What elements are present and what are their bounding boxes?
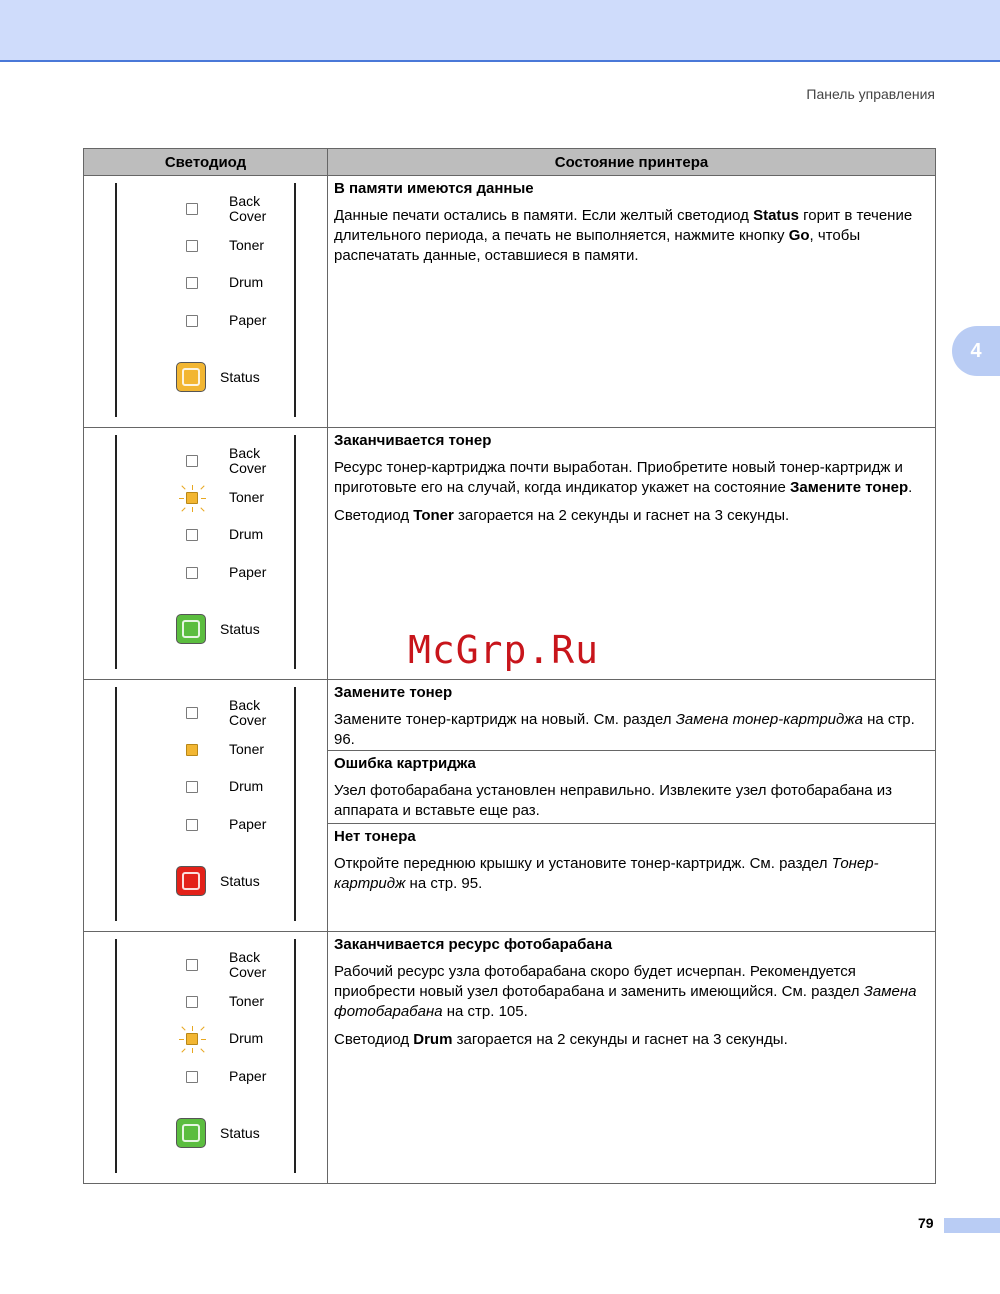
led-back-cover: [186, 950, 266, 980]
led-label-drum: Drum: [229, 1030, 264, 1046]
led-label-paper: Paper: [229, 564, 267, 580]
footer-bar: [944, 1218, 1000, 1233]
led-label-cover: Cover: [229, 712, 267, 728]
led-panel: [84, 932, 328, 1184]
led-label-toner: Toner: [229, 741, 265, 757]
state-title: Нет тонера: [334, 828, 416, 845]
state-title: Ошибка картриджа: [334, 755, 476, 772]
drum-led-blinking-icon: [186, 1033, 198, 1045]
col-header-led: Светодиод: [84, 149, 328, 176]
paper-led-off-icon: [186, 315, 198, 327]
state-cell: [328, 176, 936, 428]
led-label-status: Status: [220, 620, 260, 637]
led-status: [176, 866, 260, 896]
led-label-drum: Drum: [229, 778, 264, 794]
watermark: McGrp.Ru: [408, 628, 600, 672]
led-drum: [186, 1031, 263, 1046]
led-status: [176, 362, 260, 392]
led-paper: [186, 817, 266, 832]
top-band: [0, 0, 1000, 62]
table-row: [84, 932, 936, 1184]
led-label-back: Back: [229, 445, 261, 461]
led-label-back: Back: [229, 949, 261, 965]
state-title: Замените тонер: [334, 684, 453, 701]
led-paper: [186, 565, 266, 580]
led-label-toner: Toner: [229, 489, 265, 505]
led-label-status: Status: [220, 368, 260, 385]
back-cover-led-off-icon: [186, 203, 198, 215]
led-label-status: Status: [220, 872, 260, 889]
status-led-yellow-icon: [176, 362, 206, 392]
led-panel: [84, 176, 328, 428]
led-label-status: Status: [220, 1124, 260, 1141]
led-label-back: Back: [229, 697, 261, 713]
led-label-paper: Paper: [229, 312, 267, 328]
state-description: Ресурс тонер-картриджа почти выработан. Приобретите новый тонер-картридж и приготовьте его на случай, когда индикатор укажет на состояние Замените тонер.: [334, 459, 913, 496]
paper-led-off-icon: [186, 819, 198, 831]
led-panel: [84, 428, 328, 680]
led-drum: [186, 527, 263, 542]
paper-led-off-icon: [186, 567, 198, 579]
table-row: [84, 176, 936, 428]
table-row: [84, 680, 936, 932]
led-label-cover: Cover: [229, 208, 267, 224]
led-back-cover: [186, 194, 266, 224]
state-description: Узел фотобарабана установлен неправильно. Извлеките узел фотобарабана из аппарата и вставьте еще раз.: [334, 782, 893, 819]
drum-led-off-icon: [186, 781, 198, 793]
state-cell: [328, 680, 936, 932]
state-title: Заканчивается тонер: [334, 432, 492, 449]
state-note: Светодиод Toner загорается на 2 секунды и гаснет на 3 секунды.: [334, 507, 790, 524]
led-toner: [186, 742, 264, 757]
table-header-row: [84, 149, 936, 176]
led-label-back: Back: [229, 193, 261, 209]
status-led-green-icon: [176, 1118, 206, 1148]
page-number: 79: [918, 1215, 934, 1231]
toner-led-off-icon: [186, 996, 198, 1008]
drum-led-off-icon: [186, 277, 198, 289]
toner-led-blinking-icon: [186, 492, 198, 504]
led-label-toner: Toner: [229, 237, 265, 253]
led-status: [176, 1118, 260, 1148]
led-label-toner: Toner: [229, 993, 265, 1009]
state-title: В памяти имеются данные: [334, 180, 534, 197]
led-toner: [186, 238, 264, 253]
led-drum: [186, 779, 263, 794]
led-drum: [186, 275, 263, 290]
state-description: Замените тонер-картридж на новый. См. раздел Замена тонер-картриджа на стр. 96.: [334, 711, 915, 748]
led-paper: [186, 1069, 266, 1084]
led-label-drum: Drum: [229, 274, 264, 290]
drum-led-off-icon: [186, 529, 198, 541]
back-cover-led-off-icon: [186, 455, 198, 467]
paper-led-off-icon: [186, 1071, 198, 1083]
led-label-paper: Paper: [229, 1068, 267, 1084]
state-description: Откройте переднюю крышку и установите тонер-картридж. См. раздел Тонер-картридж на стр. 95.: [334, 855, 879, 892]
section-title: Панель управления: [806, 86, 935, 102]
toner-led-on-icon: [186, 744, 198, 756]
status-led-green-icon: [176, 614, 206, 644]
led-toner: [186, 490, 264, 505]
led-panel: [84, 680, 328, 932]
state-cell: [328, 932, 936, 1184]
led-label-drum: Drum: [229, 526, 264, 542]
led-paper: [186, 313, 266, 328]
led-label-cover: Cover: [229, 460, 267, 476]
led-toner: [186, 994, 264, 1009]
state-description: Рабочий ресурс узла фотобарабана скоро будет исчерпан. Рекомендуется приобрести новый узел фотобарабана и заменить имеющийся. См. раздел Замена фотобарабана на стр. 105.: [334, 963, 917, 1020]
state-note: Светодиод Drum загорается на 2 секунды и гаснет на 3 секунды.: [334, 1031, 788, 1048]
led-label-paper: Paper: [229, 816, 267, 832]
status-led-red-icon: [176, 866, 206, 896]
chapter-tab: 4: [952, 326, 1000, 376]
col-header-state: Состояние принтера: [328, 149, 936, 176]
led-label-cover: Cover: [229, 964, 267, 980]
led-back-cover: [186, 446, 266, 476]
back-cover-led-off-icon: [186, 707, 198, 719]
state-title: Заканчивается ресурс фотобарабана: [334, 936, 613, 953]
back-cover-led-off-icon: [186, 959, 198, 971]
led-back-cover: [186, 698, 266, 728]
toner-led-off-icon: [186, 240, 198, 252]
led-status: [176, 614, 260, 644]
state-description: Данные печати остались в памяти. Если желтый светодиод Status горит в течение длительного периода, а печать не выполняется, нажмите кнопку Go, чтобы распечатать данные, оставшиеся в памяти.: [334, 207, 913, 264]
